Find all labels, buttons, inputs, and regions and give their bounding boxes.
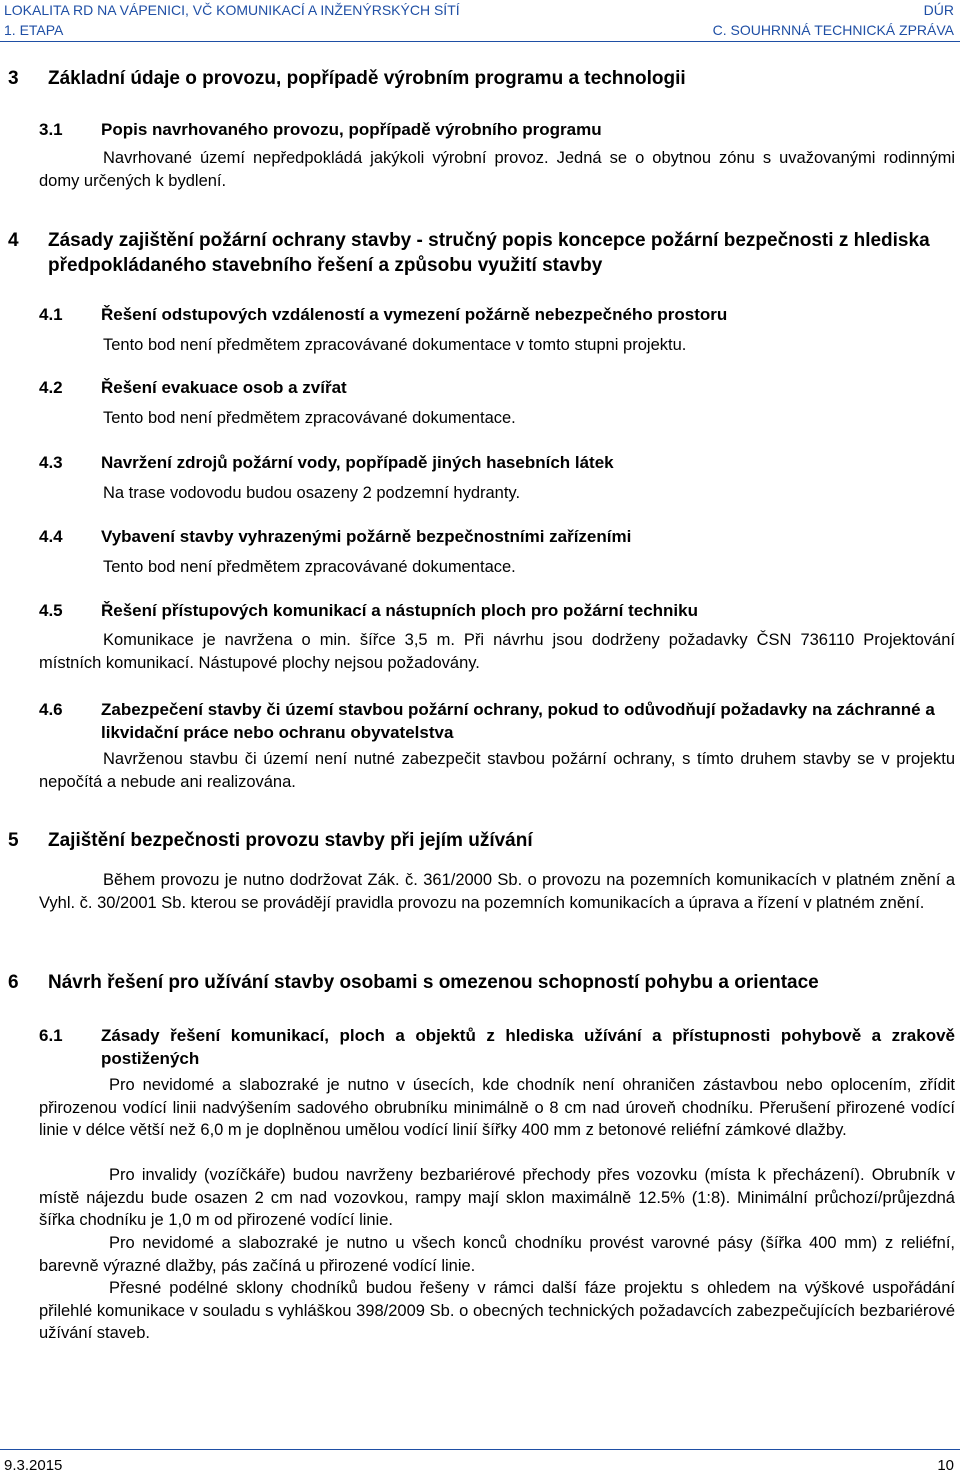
subsection-number: 3.1 [39, 120, 63, 139]
subsection-number: 4.4 [39, 527, 63, 546]
section-number: 5 [8, 830, 19, 851]
subsection-title: Zásady řešení komunikací, ploch a objektů z hlediska užívání a přístupnosti pohybově a zrakově postižených [101, 1026, 955, 1068]
section-title: Návrh řešení pro užívání stavby osobami s omezenou schopností pohybu a orientace [48, 972, 819, 993]
stage-label: 1. ETAPA [4, 22, 64, 38]
section-title: Základní údaje o provozu, popřípadě výrobním programu a technologii [48, 68, 686, 89]
subsection-number: 4.5 [39, 601, 63, 620]
page-number: 10 [937, 1457, 954, 1474]
paragraph: Navrženou stavbu či území není nutné zabezpečit stavbou požární ochrany, s tímto druhem stavby se v projektu nepočítá a nebude ani realizována. [39, 750, 955, 791]
paragraph: Pro nevidomé a slabozraké je nutno v úsecích, kde chodník není ohraničen zástavbou nebo oplocením, zřídit přirozenou vodící linii nadvýšením sadového obrubníku minimálně o 8 cm nad úroveň chodníku. Přerušení přirozené vodící linie v délce větší než 6,0 m je doplněnou umělou vodící linií šířky 400 mm z betonové reliéfní zámkové dlažby. [39, 1076, 955, 1139]
footer-rule [0, 1449, 960, 1450]
subsection-title: Vybavení stavby vyhrazenými požárně bezpečnostními zařízeními [101, 527, 632, 546]
subsection-number: 4.6 [39, 700, 63, 719]
paragraph: Navrhované území nepředpokládá jakýkoli výrobní provoz. Jedná se o obytnou zónu s uvažovanými rodinnými domy určených k bydlení. [39, 149, 955, 190]
subsection-title: Zabezpečení stavby či území stavbou požární ochrany, pokud to odůvodňují požadavky na záchranné a likvidační práce nebo ochranu obyvatelstva [101, 700, 935, 742]
subsection-number: 4.1 [39, 305, 63, 324]
paragraph: Přesné podélné sklony chodníků budou řešeny v rámci další fáze projektu s ohledem na výškové uspořádání přilehlé komunikace v souladu s vyhláškou 398/2009 Sb. o obecných technických požadavcích zabezpečujících bezbariérové užívání staveb. [39, 1279, 955, 1342]
header-rule [0, 41, 960, 42]
section-number: 4 [8, 230, 19, 251]
subsection-title: Popis navrhovaného provozu, popřípadě výrobního programu [101, 120, 602, 139]
paragraph: Pro invalidy (vozíčkáře) budou navrženy bezbariérové přechody přes vozovku (místa k přecházení). Obrubník v místě nájezdu bude osazen 2 cm nad vozovkou, rampy mají sklon maximálně 12.5% (1:8). Minimální průchozí/průjezdná šířka chodníku je 1,0 m od přirozené vodící linie. [39, 1166, 955, 1229]
paragraph: Tento bod není předmětem zpracovávané dokumentace. [103, 558, 516, 576]
project-title: LOKALITA RD NA VÁPENICI, VČ KOMUNIKACÍ A INŽENÝRSKÝCH SÍTÍ [4, 2, 460, 18]
subsection-title: Navržení zdrojů požární vody, popřípadě jiných hasebních látek [101, 453, 614, 472]
report-name: C. SOUHRNNÁ TECHNICKÁ ZPRÁVA [712, 22, 954, 38]
paragraph: Tento bod není předmětem zpracovávané dokumentace. [103, 409, 516, 427]
subsection-title: Řešení přístupových komunikací a nástupních ploch pro požární techniku [101, 601, 698, 620]
section-title: Zásady zajištění požární ochrany stavby - stručný popis koncepce požární bezpečnosti z hlediska předpokládaného stavebního řešení a způsobu využití stavby [48, 230, 930, 276]
subsection-number: 6.1 [39, 1026, 63, 1045]
subsection-title: Řešení odstupových vzdáleností a vymezení požárně nebezpečného prostoru [101, 305, 728, 324]
subsection-title: Řešení evakuace osob a zvířat [101, 378, 347, 397]
section-number: 6 [8, 972, 19, 993]
subsection-number: 4.2 [39, 378, 63, 397]
doc-type: DÚR [923, 2, 954, 18]
paragraph: Pro nevidomé a slabozraké je nutno u všech konců chodníku provést varovné pásy (šířka 400 mm) z reliéfní, barevně výrazné dlažby, pás začíná u přirozené vodící linie. [39, 1234, 955, 1275]
paragraph: Tento bod není předmětem zpracovávané dokumentace v tomto stupni projektu. [103, 336, 687, 354]
paragraph: Na trase vodovodu budou osazeny 2 podzemní hydranty. [103, 484, 521, 502]
section-number: 3 [8, 68, 19, 89]
paragraph: Komunikace je navržena o min. šířce 3,5 m. Při návrhu jsou dodrženy požadavky ČSN 736110 Projektování místních komunikací. Nástupové plochy nejsou požadovány. [39, 631, 955, 672]
section-title: Zajištění bezpečnosti provozu stavby při jejím užívání [48, 830, 533, 851]
subsection-number: 4.3 [39, 453, 63, 472]
footer-date: 9.3.2015 [4, 1457, 63, 1474]
paragraph: Během provozu je nutno dodržovat Zák. č. 361/2000 Sb. o provozu na pozemních komunikacích v platném znění a Vyhl. č. 30/2001 Sb. kterou se provádějí pravidla provozu na pozemních komunikacích a úprava a řízení v platném znění. [39, 871, 955, 912]
